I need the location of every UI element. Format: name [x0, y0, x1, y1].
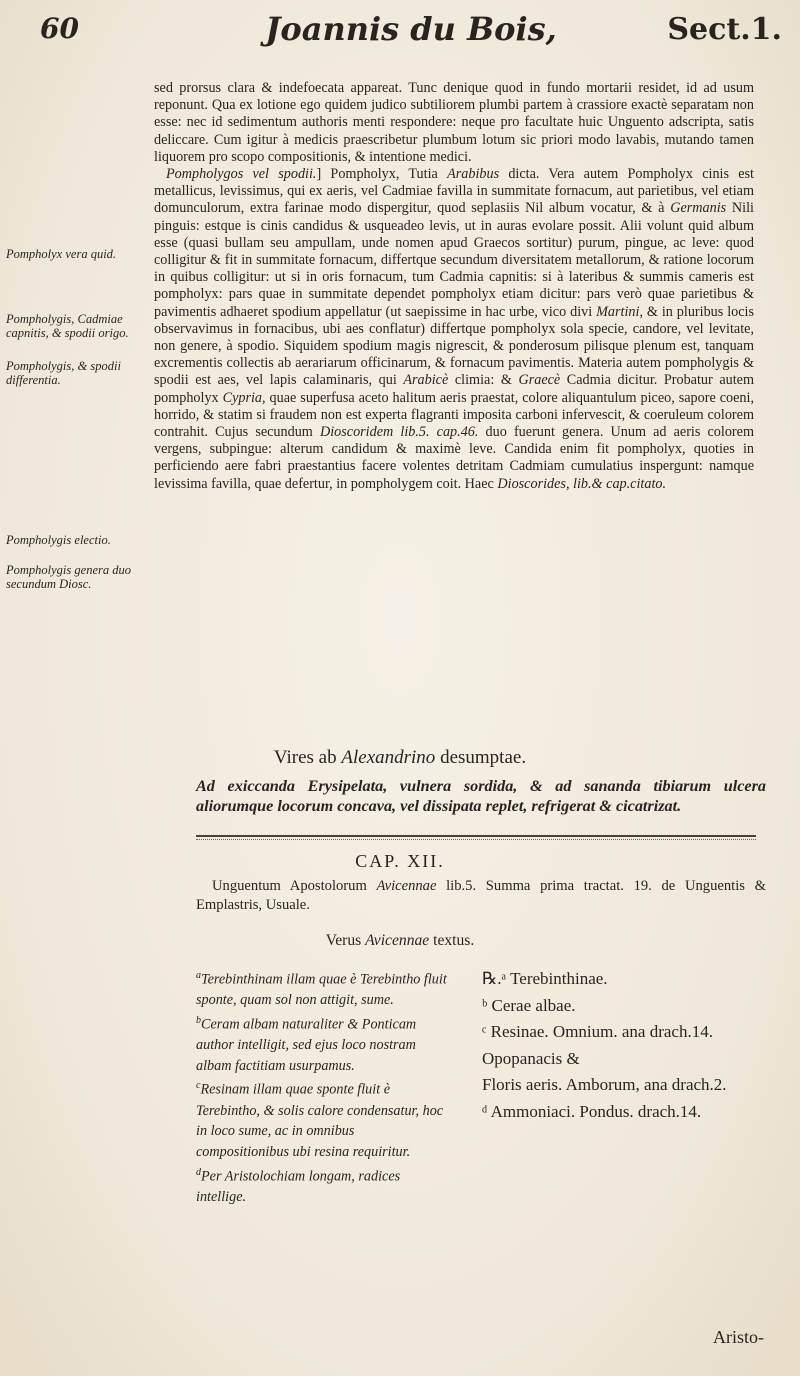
- para2-d: , & in pluribus locis observavimus in fornacibus, ubi aes conflatur) differtque pompholyx sola specie, candore, vel levitate, non genere, à spodio. Siquidem spodium magis nigrescit, & ponderosum pilisque plenum est, tanquam excrementis collectis ab aerariarum officinarum, & fornacum pavimentis. Materia autem pompholygis & spodii est aes, vel lapis calaminaris, qui: [154, 303, 754, 389]
- para2-e: climia: &: [448, 372, 519, 389]
- note-mark: a: [196, 970, 201, 981]
- verus-author: Avicennae: [365, 932, 430, 949]
- section-label: Sect.1.: [667, 12, 782, 47]
- lemma-pompholygos: Pompholygos vel spodii.: [166, 166, 317, 183]
- verus-post: textus.: [429, 932, 475, 949]
- virtues-text: Ad exiccanda Erysipelata, vulnera sordida, & ad sananda tibiarum ulcera aliorumque locorum concava, vel dissipata replet, refrigerat & cicatrizat.: [196, 777, 766, 815]
- divider-rule: [196, 835, 756, 837]
- page-header: [40, 8, 782, 60]
- note-c: [196, 1076, 448, 1162]
- footnotes-column: [196, 966, 448, 1207]
- note-mark: c: [196, 1080, 201, 1092]
- para2-a: ] Pompholyx, Tutia: [316, 166, 448, 183]
- term-arabibus: Arabibus: [447, 166, 500, 183]
- recipe-line: ᵈ Ammoniaci. Pondus. drach.14.: [482, 1101, 702, 1121]
- chapter-heading: CAP. XII.: [355, 851, 445, 871]
- verus-heading: [0, 932, 800, 950]
- para2-h: duo fuerunt genera. Unum ad aeris colorem vergens, subpingue: alterum candidum & maximè leve. Candida enim fit pompholyx, quoties in perficiendo aere fabri praestantius facere volentes detritam Cadmiam cumulatius inspergunt: namque levissima favilla, quae defertur, in pompholygem coit. Haec: [154, 424, 754, 492]
- note-a: [196, 966, 448, 1011]
- note-d: [196, 1163, 448, 1208]
- note-text: Ceram albam naturaliter & Ponticam author intelligit, sed ejus loco nostram albam factitiam usurpamus.: [196, 1016, 417, 1074]
- term-graece: Graecè: [518, 372, 561, 389]
- recipe-column: [482, 966, 782, 1126]
- note-text: Per Aristolochiam longam, radices intellige.: [196, 1168, 401, 1205]
- recipe-line: ᶜ Resinae. Omnium. ana drach.14.: [482, 1022, 713, 1042]
- vires-heading: [0, 747, 800, 769]
- paragraph-intro: sed prorsus clara & indefoecata appareat. Tunc denique quod in fundo mortarii residet, id ad usum reponunt. Qua ex lotione ego quidem judico subtiliorem plumbi partem à crassiore exactè separatam non esse: nec id sedimentum authoris menti respondere: neque pro facultate huic Unguento adscripta, satis deliccare. Cum igitur à medicis praescribetur plumbum lotum sic priori modo lavabis, mutando tamen liquorem pro scopo compositionis, & intentione medici.: [154, 80, 754, 165]
- note-mark: d: [196, 1166, 201, 1178]
- note-b: [196, 1011, 448, 1077]
- term-cypria: Cypria: [222, 389, 263, 406]
- margin-note-differentia: Pompholygis, & spodii differentia.: [6, 359, 121, 387]
- catchword: Aristo-: [713, 1327, 764, 1347]
- note-text: Resinam illam quae sponte fluit è Terebintho, & solis calore condensatur, hoc in loco sume, ac in omnibus compositionibus ubi resina requiritur.: [196, 1082, 444, 1160]
- divider-rule-dotted: [196, 839, 756, 840]
- vires-post: desumptae.: [435, 747, 527, 768]
- para2-g: , quae superfusa aceto halitum aeris praestat, colore aliquantulum piceo, sapore coeni, horrido, & statim si fraudem non est experta flagranti imposita carboni infervescit, & coeruleum colorem contrahit. Cujus secundum: [154, 389, 754, 441]
- page-number: 60: [40, 12, 79, 45]
- term-martini: Martini: [596, 303, 640, 320]
- term-germanis: Germanis: [670, 200, 727, 217]
- margin-note-vera: Pompholyx vera quid.: [6, 247, 117, 261]
- vires-author: Alexandrino: [341, 747, 436, 768]
- note-text: Terebinthinam illam quae è Terebintho fluit sponte, quam sol non attigit, sume.: [196, 971, 447, 1009]
- recipe-line: Floris aeris. Amborum, ana drach.2.: [482, 1075, 727, 1095]
- term-arabice: Arabicè: [403, 372, 449, 389]
- margin-note-electio: Pompholygis electio.: [6, 533, 111, 547]
- para2-b: dicta. Vera autem Pompholyx cinis est metallicus, levissimus, qui ex aeris, vel Cadmiae favilla in summitate fornacum, aut parietibus, vel etiam domunculorum, extra farinae modo dispergitur, quod seplasiis Nil album vocatur, & à: [154, 166, 754, 217]
- term-dioscorides: Dioscoridem lib.5. cap.46.: [319, 424, 479, 441]
- unguentum-author: Avicennae: [376, 878, 437, 894]
- vires-pre: Vires ab: [273, 747, 342, 768]
- running-title: Joannis du Bois,: [265, 10, 557, 48]
- ref-dioscorides: Dioscorides, lib.& cap.citato.: [497, 475, 667, 492]
- unguentum-post: lib.5. Summa prima tractat. 19. de Unguentis & Emplastris, Usuale.: [196, 878, 766, 913]
- para2-c: Nili pinguis: estque is cinis candidus & usqueadeo levis, ut in auras evolare possit. Alii volunt quid album esse (quasi bullam seu ampullam, unde nomen apud Graecos sortitur) purum, pingue, ac leve: quod colligitur & fit in summitate fornacum, differtque secundum diversitatem metallorum, & ratione locorum in quibus colligitur: ut si in oris fornacum, tum Cadmia capnitis: si à lateribus & summis cameris est pompholyx: pars quae in summitate dependet pompholyx etiam dicitur: pars verò quae parietibus & pavimentis adhaeret spodium appellatur (ut saepissime in hac urbe, vico divi: [154, 200, 754, 320]
- verus-pre: Verus: [325, 932, 366, 949]
- margin-note-origo: Pompholygis, Cadmiae capnitis, & spodii origo.: [6, 312, 129, 340]
- note-mark: b: [196, 1014, 201, 1026]
- unguentum-pre: Unguentum Apostolorum: [212, 878, 377, 894]
- para2-f: Cadmia dicitur. Probatur autem pompholyx: [154, 372, 754, 406]
- recipe-line: Opopanacis &: [482, 1048, 580, 1068]
- main-text-block: [154, 80, 754, 493]
- margin-note-genera: Pompholygis genera duo secundum Diosc.: [6, 563, 131, 591]
- chapter-intro: [196, 877, 766, 915]
- recipe-line: ℞.ᵃ Terebinthinae.: [482, 969, 608, 988]
- recipe-line: ᵇ Cerae albae.: [482, 995, 576, 1015]
